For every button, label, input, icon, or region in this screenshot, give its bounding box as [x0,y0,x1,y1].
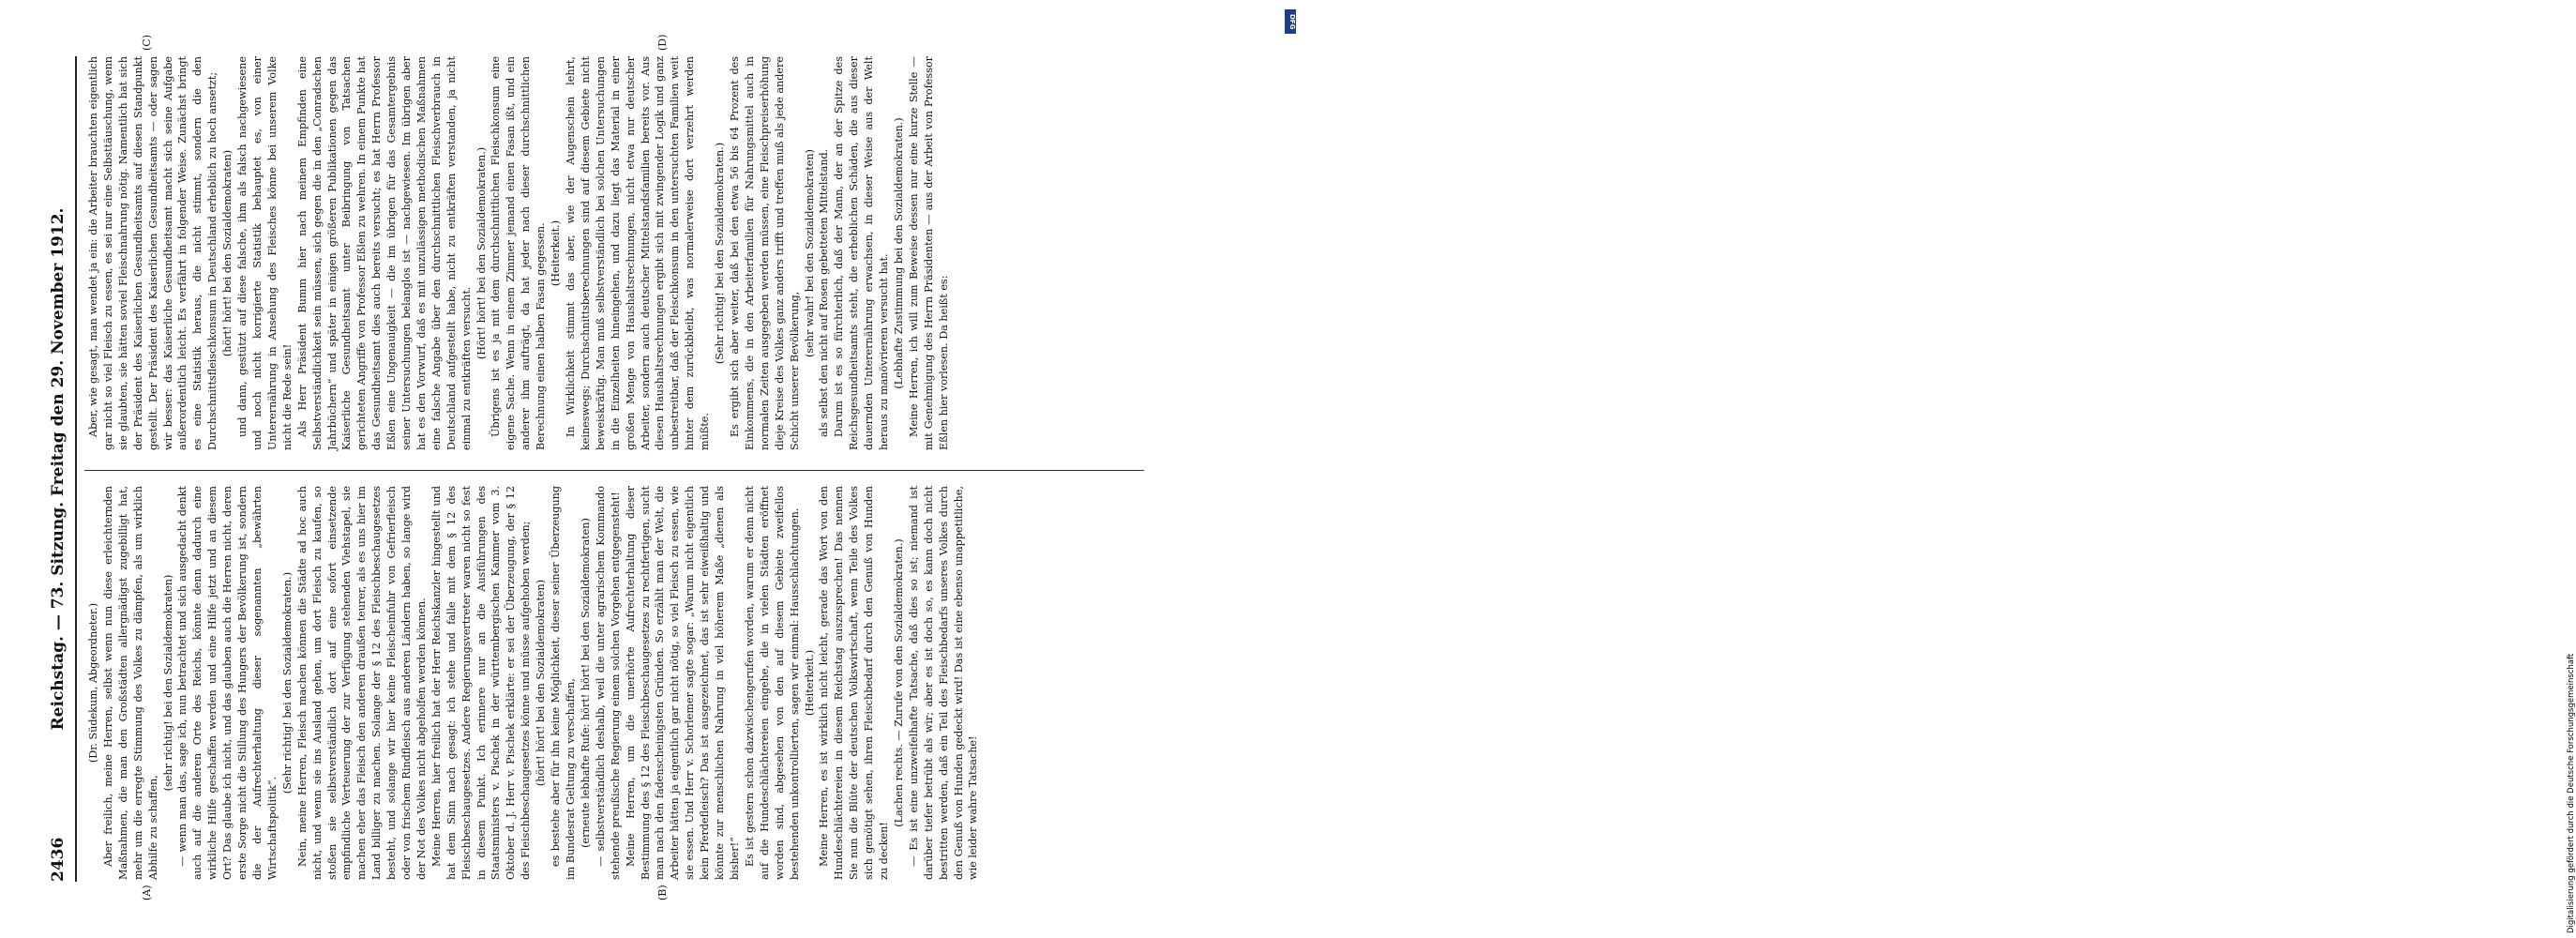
paragraph: Nein, meine Herren, Fleisch machen können die Städte ad hoc auch nicht, und wenn sie ins Ausland gehen, um dort Fleisch zu kaufen, so stoßen sie selbstverständlich dort auf eine sofort einsetzende empfindliche Verteuerung der zur Verfügung stehenden Viehstapel, sie machen eher das Fleisch den anderen draußen teurer, als es uns hier im Land billiger zu machen. Solange der § 12 des Fleischbeschaugesetzes besteht, und solange wir hier keine Fleischeinfuhr von Gefrierfleisch oder von frischem Rindfleisch aus anderen Ländern haben, so lange wird der Not des Volkes nicht abgeholfen werden können. [295,486,428,880]
column-divider [84,470,1144,471]
paragraph: (Heiterkeit.) [803,649,816,717]
paragraph: (sehr wahr! bei den Sozialdemokraten) [803,149,816,357]
paragraph: Darum ist es so fürchterlich, daß der Mann, der an der Spitze des Reichsgesundheitsamts steht, die erheblichen Schäden, die aus dieser dauernden Unterernährung erwachsen, in dieser Weise aus der Welt heraus zu manövrieren versucht hat. [833,56,891,450]
paragraph: (Lachen rechts. — Zurufe von den Sozialdemokraten.) [892,538,905,827]
paragraph: (Heiterkeit.) [550,219,563,287]
paragraph: Übrigens ist es ja mit dem durchschnittlichen Fleischkonsum eine eigene Sache. Wenn in einem Zimmer jemand einen Fasan ißt, und ein anderer ihm aufträgt, da hat jeder nach dieser durchschnittlichen Berechnung einen halben Fasan gegessen. [490,56,548,450]
page-number: 2436 [49,837,68,882]
page-header [43,56,77,882]
digitization-note: Digitalisierung gefördert durch die Deutsche Forschungsgemeinschaft [2567,653,2576,933]
paragraph: (hört! hört! bei den Sozialdemokraten) [535,579,548,787]
paragraph: In Wirklichkeit stimmt das aber, wie der Augenschein lehrt, keineswegs; Durchschnittsberechnungen sind auf diesem Gebiete nicht beweiskräftig. Man muß selbstverständlich bei solchen Untersuchungen in die Einzelheiten hineingehen, und dazu liegt das Material in einer großen Menge von Haushaltsrechnungen, nicht etwa nur deutscher Arbeiter, sondern auch deutscher Mittelstandsfamilien bereits vor. Aus diesen Haushaltsrechnungen ergibt sich mit zwingender Logik und ganz unbestreitbar, daß der Fleischkonsum in den untersuchten Familien weit hinter dem zurückbleibt, was normalerweise dort verzehrt werden müßte. [565,56,712,450]
paragraph: (hört! hört! bei den Sozialdemokraten) [221,149,234,357]
paragraph: Aber, wie gesagt, man wendet ja ein: die Arbeiter brauchten eigentlich gar nicht so viel Fleisch zu essen, es sei nur eine Selbsttäuschung, wenn sie glaubten, sie hätten soviel Fleischnahrung nötig. Namentlich hat sich der Präsident des Kaiserlichen Gesundheitsamts auf diesen Standpunkt gestellt. Der Präsident des Kaiserlichen Gesundheitsamts — oder sagen wir besser: das Kaiserliche Gesundheitsamt macht sich seine Aufgabe außerordentlich leicht. Es verfährt in folgender Weise. Zunächst bringt es eine Statistik heraus, die nicht stimmt, sondern die den Durchschnittsfleischkonsum in Deutschland erheblich zu hoch ansetzt; [87,56,219,450]
paragraph: Meine Herren, es ist wirklich nicht leicht, gerade das Wort von den Hundeschlächtereien in diesem Reichstag auszusprechen! Das nennen Sie nun die Blüte der deutschen Volkswirtschaft, wenn Teile des Volkes sich genötigt sehen, ihren Fleischbedarf durch den Genuß von Hunden zu decken! [818,486,891,880]
paragraph: (Hört! hört! bei den Sozialdemokraten.) [475,146,488,360]
paragraph: es bestehe aber für ihn keine Möglichkeit, dieser seiner Überzeugung im Bundesrat Geltung zu verschaffen, [550,486,577,880]
paragraph: Als Herr Präsident Bumm hier nach meinem Empfinden eine Selbstverständlichkeit sein müssen, sich gegen die in den „Conradschen Jahrbüchern“ und später in einigen größeren Publikationen gegen das Kaiserliche Gesundheitsamt unter Beibringung von Tatsachen gerichteten Angriffe von Professor Eßlen zu wehren. In einem Punkte hat das Gesundheitsamt dies auch bereits versucht; es hat Herrn Professor Eßlen eine Ungenauigkeit — die im übrigen für das Gesamtergebnis seiner Untersuchungen belanglos ist — nachgewiesen. Im übrigen aber hat es den Vorwurf, daß es mit unzulässigen methodischen Maßnahmen eine falsche Angabe über den durchschnittlichen Fleischverbrauch in Deutschland aufgestellt habe, nicht zu entkräften verstanden, ja nicht einmal zu entkräften versucht. [295,56,473,450]
paragraph: Meine Herren, um die unerhörte Aufrechterhaltung dieser Bestimmung des § 12 des Fleischbeschaugesetzes zu rechtfertigen, sucht man nach den fadenscheinigsten Gründen. So erzählt man der Welt, die Arbeiter hätten ja eigentlich gar nicht nötig, so viel Fleisch zu essen, wie sie essen. Und Herr v. Schorlemer sagte sogar: „Warum nicht eigentlich kein Pferdefleisch? Das ist ausgezeichnet, das ist sehr eiweißhaltig und könnte zur menschlichen Nahrung in viel höherem Maße „dienen als bisher!“ [624,486,741,880]
paragraph: — Es ist eine unzweifelhafte Tatsache, daß dies so ist; niemand ist darüber tiefer betrübt als wir; aber es ist doch so, es kann doch nicht bestritten werden, daß ein Teil des Fleischbedarfs unseres Volkes durch den Genuß von Hunden gedeckt wird! Das ist eine ebenso unappetitliche, wie leider wahre Tatsache! [907,486,980,880]
dfg-logo: DFG [1285,9,1296,34]
paragraph: (sehr richtig! bei den Sozialdemokraten) [161,574,174,792]
margin-mark-a: (A) [141,885,153,900]
paragraph: — wenn man das, sage ich, nun betrachtet und sich ausgedacht denkt auch auf die anderen Orte des Reichs, könnte denn dadurch eine wirkliche Hilfe geschaffen werden und eine Hilfe jetzt und an diesem Ort? Das glaube ich nicht, und das glauben auch die Herren nicht, deren erste Sorge nicht die Stillung des Hungers der Bevölkerung ist, sondern die der Aufrechterhaltung dieser sogenannten „bewährten Wirtschaftspolitik“. [176,486,279,880]
paragraph: Meine Herren, hier freilich hat der Herr Reichskanzler hingestellt und hat dem Sinn nach gesagt: ich stehe und falle mit dem § 12 des Fleischbeschaugesetzes. Andere Regierungsvertreter waren nicht so fest in diesem Punkt. Ich erinnere nur an die Ausführungen des Staatsministers v. Pischek in der württembergischen Kammer vom 3. Oktober d. J. Herr v. Pischek erklärte: er sei der Überzeugung, der § 12 des Fleischbeschaugesetzes könne und müsse aufgehoben werden; [429,486,533,880]
paragraph: und dann, gestützt auf diese falsche, ihm als falsch nachgewiesene und noch nicht korrigierte Statistik behauptet es, von einer Unterernährung in Ansehung des Fleisches könne bei unserem Volke nicht die Rede sein! [236,56,294,450]
paragraph: Aber freilich, meine Herren, selbst wenn nun diese erleichternden Maßnahmen, die man den Großstädten allergnädigst zugebilligt hat, mehr um die erregte Stimmung des Volkes zu dämpfen, als um wirklich Abhilfe zu schaffen, [101,486,159,880]
right-column [86,56,952,450]
paragraph: (Sehr richtig! bei den Sozialdemokraten.) [280,571,294,794]
margin-mark-d: (D) [656,34,669,51]
digitization-strip [1283,0,2576,938]
left-column [86,486,981,880]
paragraph: als selbst den nicht auf Rosen gebetteten Mittelstand. [818,148,831,437]
paragraph: (Dr. Südekum, Abgeordneter.) [87,602,99,764]
page-title: Reichstag. — 73. Sitzung. Freitag den 29. November 1912. [49,207,68,731]
paragraph: (Sehr richtig! bei den Sozialdemokraten.) [714,142,727,365]
paragraph: — selbstverständlich deshalb, weil die unter agrarischem Kommando stehende preußische Regierung einem solchen Vorgehen entgegensteht! [594,486,622,880]
margin-mark-b: (B) [656,885,669,900]
paragraph: (Lebhafte Zustimmung bei den Sozialdemokraten.) [892,117,905,389]
paragraph: Es ist gestern schon dazwischengerufen worden, warum er denn nicht auf die Hundeschlächtereien eingehe, die in vielen Städten eröffnet worden sind, abgesehen von den auf diesem Gebiete zweifellos bestehenden unkontrollierten, sagen wir einmal: Hausschlachtungen. [743,486,801,880]
margin-mark-c: (C) [141,35,153,51]
paragraph: (erneute lebhafte Rufe: hört! hört! bei den Sozialdemokraten) [579,518,592,848]
paragraph: Es ergibt sich aber weiter, daß bei den etwa 56 bis 64 Prozent des Einkommens, die in den Arbeiterfamilien für Nahrungsmittel auch in normalen Zeiten ausgegeben werden müssen, eine Fleischpreiserhöhung dieje Kreise des Volkes ganz anders trifft und treffen muß als jede andere Schicht unserer Bevölkerung, [728,56,801,450]
paragraph: Meine Herren, ich will zum Beweise dessen nur eine kurze Stelle — mit Genehmigung des Herrn Präsidenten — aus der Arbeit von Professor Eßlen hier vorlesen. Da heißt es: [907,56,950,450]
